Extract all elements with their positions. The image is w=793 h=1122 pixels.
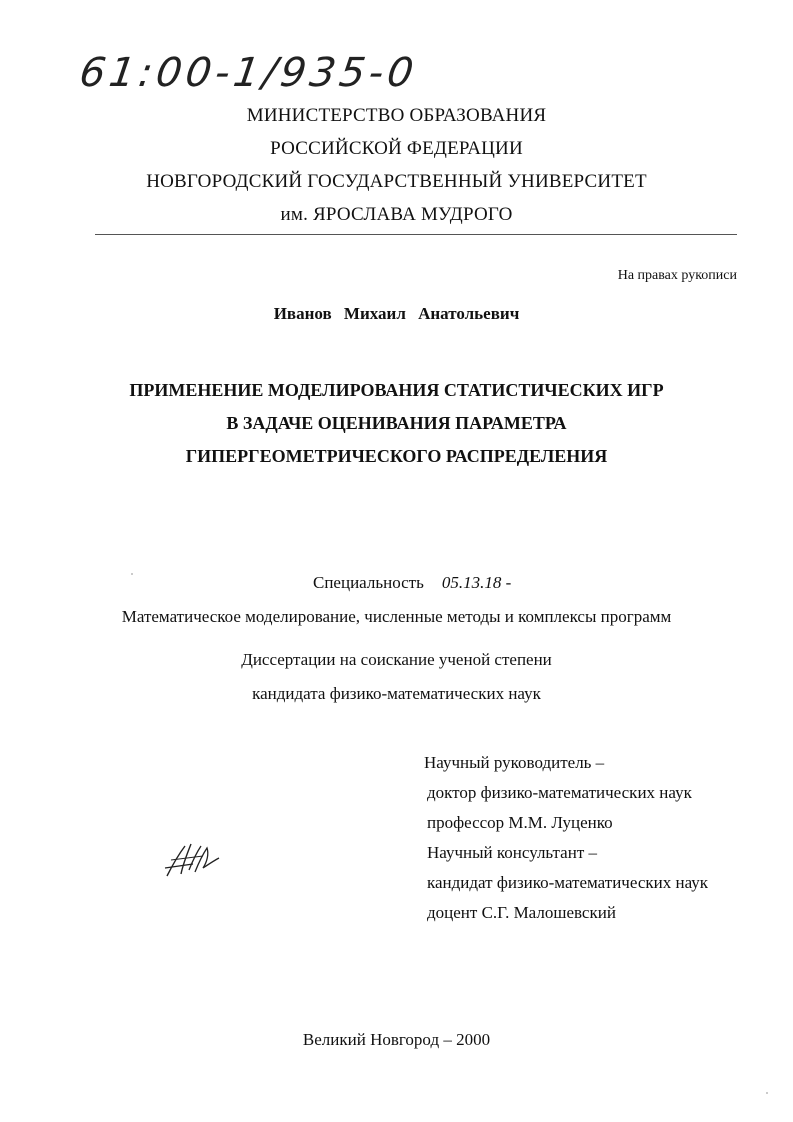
city-year: Великий Новгород – 2000: [302, 1030, 491, 1049]
specialty-name: Математическое моделирование, численные методы и комплексы программ: [121, 607, 672, 626]
consultant-name: доцент С.Г. Малошевский: [427, 903, 616, 922]
title-line: ГИПЕРГЕОМЕТРИЧЕСКОГО РАСПРЕДЕЛЕНИЯ: [185, 446, 608, 466]
consultant-degree: кандидат физико-математических наук: [427, 873, 709, 892]
supervisors-block: [424, 748, 708, 928]
supervisor-name: профессор М.М. Луценко: [427, 813, 613, 832]
degree-line-1: Диссертации на соискание ученой степени: [241, 650, 552, 669]
header-federation-line: РОССИЙСКОЙ ФЕДЕРАЦИИ: [270, 138, 523, 159]
consultant-label: Научный консультант –: [427, 843, 597, 862]
specialty-line: [313, 573, 511, 593]
title-line: ПРИМЕНЕНИЕ МОДЕЛИРОВАНИЯ СТАТИСТИЧЕСКИХ ИГР: [129, 380, 664, 400]
supervisor-label: Научный руководитель –: [424, 753, 605, 772]
manuscript-rights-note: На правах рукописи: [617, 268, 737, 283]
header-university-line: НОВГОРОДСКИЙ ГОСУДАРСТВЕННЫЙ УНИВЕРСИТЕТ: [146, 171, 647, 192]
specialty-label: Специальность: [313, 573, 424, 592]
supervisor-degree: доктор физико-математических наук: [427, 783, 692, 802]
author-name: Иванов Михаил Анатольевич: [273, 304, 520, 323]
title-line: В ЗАДАЧЕ ОЦЕНИВАНИЯ ПАРАМЕТРА: [226, 413, 567, 433]
scan-speck: [766, 1092, 768, 1094]
archive-number-handwritten: 61:00-1/935-0: [76, 50, 421, 96]
header-ministry-line: МИНИСТЕРСТВО ОБРАЗОВАНИЯ: [246, 105, 547, 126]
scan-speck: [131, 573, 133, 575]
header-university-name-line: им. ЯРОСЛАВА МУДРОГО: [280, 204, 513, 225]
degree-line-2: кандидата физико-математических наук: [252, 684, 541, 703]
handwritten-signature-icon: [163, 840, 225, 882]
header-divider: [95, 234, 737, 235]
specialty-code: 05.13.18 -: [441, 573, 512, 592]
